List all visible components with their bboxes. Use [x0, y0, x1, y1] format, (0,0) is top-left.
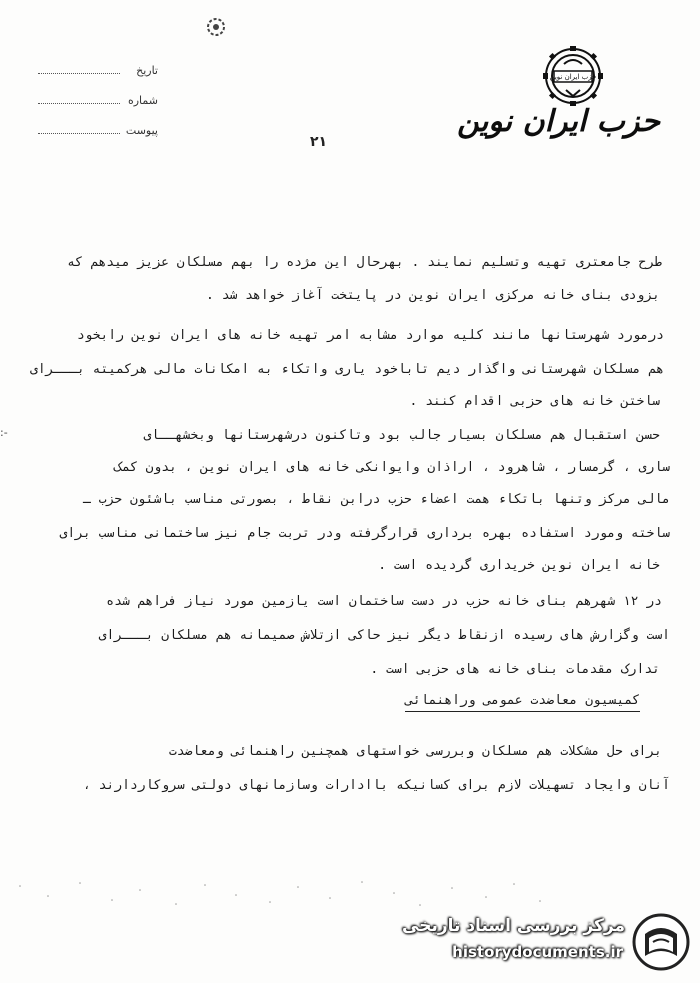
body-line: است وگزارش های رسیده ازنقاط دیگر نیز حاکی ازتلاش صمیمانه هم مسلکان بـــرای — [98, 628, 670, 643]
body-line: تدارک مقدمات بنای خانه های حزبی است . — [370, 662, 660, 677]
body-line: بزودی بنای خانه مرکزی ایران نوین در پایتخت آغاز خواهد شد . — [206, 288, 660, 303]
page-number: ۲۱ — [310, 134, 328, 150]
body-line: درمورد شهرستانها مانند کلیه موارد مشابه امر تهیه خانه های ایران نوین رابخود — [77, 328, 664, 343]
party-name-heading: حزب ایران نوین — [457, 104, 660, 139]
watermark-url: historydocuments.ir — [452, 943, 623, 961]
body-line: آنان وایجاد تسهیلات لازم برای کسانیکه باادارات وسازمانهای دولتی سروکاردارند ، — [83, 778, 670, 793]
body-line: در ۱۲ شهرهم بنای خانه حزب در دست ساختمان است یازمین مورد نیاز فراهم شده — [106, 594, 662, 609]
date-dotted-line — [38, 73, 120, 74]
number-label: شماره — [127, 94, 158, 107]
body-line: ساری ، گرمسار ، شاهرود ، اراذان وایوانکی خانه های ایران نوین ، بدون کمک — [114, 460, 670, 475]
archive-watermark — [402, 910, 695, 976]
number-dotted-line — [38, 103, 120, 104]
party-emblem-logo — [538, 44, 608, 108]
body-line: خانه ایران نوین خریداری گردیده است . — [378, 558, 660, 573]
emblem-text: حزب ایران نوین — [549, 73, 597, 81]
body-line: برای حل مشکلات هم مسلکان وبررسی خواستهای همچنین راهنمائی ومعاضدت — [168, 744, 662, 759]
margin-note: :- — [0, 426, 8, 439]
date-label: تاریخ — [136, 64, 158, 77]
body-line: ساختن خانه های حزبی اقدام کنند . — [409, 394, 660, 409]
scan-noise — [0, 878, 560, 908]
body-line: مالی مرکز وتنها باتکاء همت اعضاء حزب درابن نقاط ، بصورتی مناسب باشئون حزب ـ — [83, 492, 670, 507]
body-line: هم مسلکان شهرستانی واگذار دیم تاباخود یاری واتکاء به امکانات مالی هرکمیته بـــرای — [30, 362, 664, 377]
attachment-label: پیوست — [125, 124, 158, 137]
attachment-dotted-line — [38, 133, 120, 134]
watermark-title: مرکز بررسی اسناد تاریخی — [402, 916, 625, 936]
body-line: ساخته ومورد استفاده بهره برداری قرارگرفته ودر تربت جام نیز ساختمانی مناسب برای — [59, 526, 670, 541]
section-heading: کمیسیون معاضدت عمومی وراهنمائی — [405, 693, 640, 712]
body-line: حسن استقبال هم مسلکان بسیار جالب بود وتاکنون درشهرستانها وبخشهــای — [143, 428, 660, 443]
body-line: طرح جامعتری تهیه وتسلیم نمایند . بهرحال این مژده را بهم مسلکان عزیز میدهم که — [67, 255, 662, 270]
punch-hole-mark — [205, 16, 227, 38]
archive-logo-icon — [631, 912, 691, 972]
